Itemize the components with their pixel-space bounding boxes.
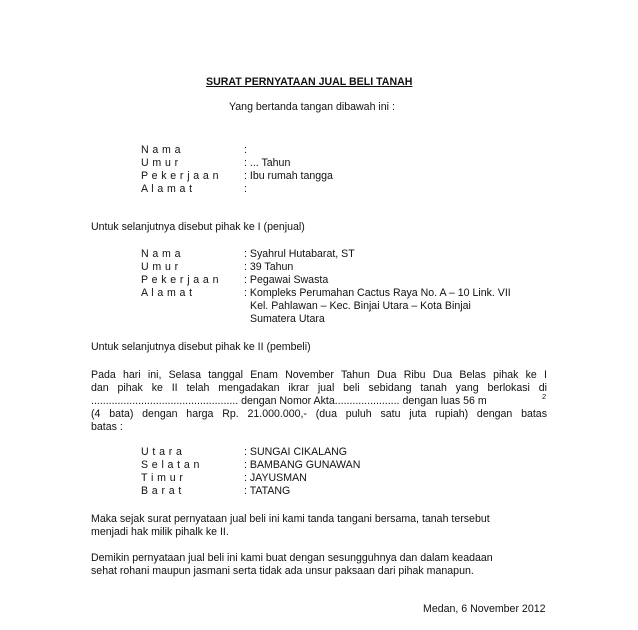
field-value: : Kompleks Perumahan Cactus Raya No. A – 10 Link. VII xyxy=(244,287,511,299)
boundary-value: : JAYUSMAN xyxy=(244,472,307,484)
field-value: : Pegawai Swasta xyxy=(244,274,329,286)
paragraph-line: dan pihak ke II telah mengadakan ikrar jual beli sebidang tanah yang berlokasi di xyxy=(91,382,547,394)
place-date: Medan, 6 November 2012 xyxy=(423,603,546,615)
field-label: A l a m a t xyxy=(141,183,193,195)
paragraph-line: (4 bata) dengan harga Rp. 21.000.000,- (dua puluh satu juta rupiah) dengan batas xyxy=(91,408,547,420)
boundary-value: : TATANG xyxy=(244,485,291,497)
address-line: Sumatera Utara xyxy=(250,313,325,325)
field-label: U m u r xyxy=(141,261,179,273)
field-label: N a m a xyxy=(141,248,181,260)
closing-line: Demikin pernyataan jual beli ini kami buat dengan sesungguhnya dan dalam keadaan xyxy=(91,552,493,564)
field-value: : 39 Tahun xyxy=(244,261,294,273)
boundary-label: S e l a t a n xyxy=(141,459,200,471)
closing-line: menjadi hak milik pihalk ke II. xyxy=(91,526,229,538)
area-superscript: 2 xyxy=(542,392,547,401)
boundary-label: B a r a t xyxy=(141,485,182,497)
seller-intro: Untuk selanjutnya disebut pihak ke I (penjual) xyxy=(91,221,305,233)
boundary-value: : BAMBANG GUNAWAN xyxy=(244,459,361,471)
field-label: P e k e r j a a n xyxy=(141,170,219,182)
field-label: P e k e r j a a n xyxy=(141,274,219,286)
field-label: U m u r xyxy=(141,157,179,169)
closing-line: Maka sejak surat pernyataan jual beli ini kami tanda tangani bersama, tanah tersebut xyxy=(91,513,490,525)
paragraph-line: batas : xyxy=(91,421,123,433)
field-value: : Ibu rumah tangga xyxy=(244,170,333,182)
boundary-label: T i m u r xyxy=(141,472,184,484)
paragraph-line: .................................................. dengan Nomor Akta...................... dengan luas 56 m xyxy=(91,395,487,407)
field-value: : xyxy=(244,183,247,195)
boundary-label: U t a r a xyxy=(141,446,183,458)
document-title: SURAT PERNYATAAN JUAL BELI TANAH xyxy=(206,76,413,88)
field-value: : Syahrul Hutabarat, ST xyxy=(244,248,355,260)
field-value: : ... Tahun xyxy=(244,157,291,169)
buyer-intro: Untuk selanjutnya disebut pihak ke II (pembeli) xyxy=(91,341,311,353)
boundary-value: : SUNGAI CIKALANG xyxy=(244,446,348,458)
address-line: Kel. Pahlawan – Kec. Binjai Utara – Kota Binjai xyxy=(250,300,471,312)
paragraph-line: Pada hari ini, Selasa tanggal Enam November Tahun Dua Ribu Dua Belas pihak ke I xyxy=(91,369,547,381)
field-label: A l a m a t xyxy=(141,287,193,299)
paragraph-line-area xyxy=(91,395,541,408)
field-label: N a m a xyxy=(141,144,181,156)
field-value: : xyxy=(244,144,247,156)
document-subtitle: Yang bertanda tangan dibawah ini : xyxy=(229,101,395,113)
closing-line: sehat rohani maupun jasmani serta tidak ada unsur paksaan dari pihak manapun. xyxy=(91,565,474,577)
